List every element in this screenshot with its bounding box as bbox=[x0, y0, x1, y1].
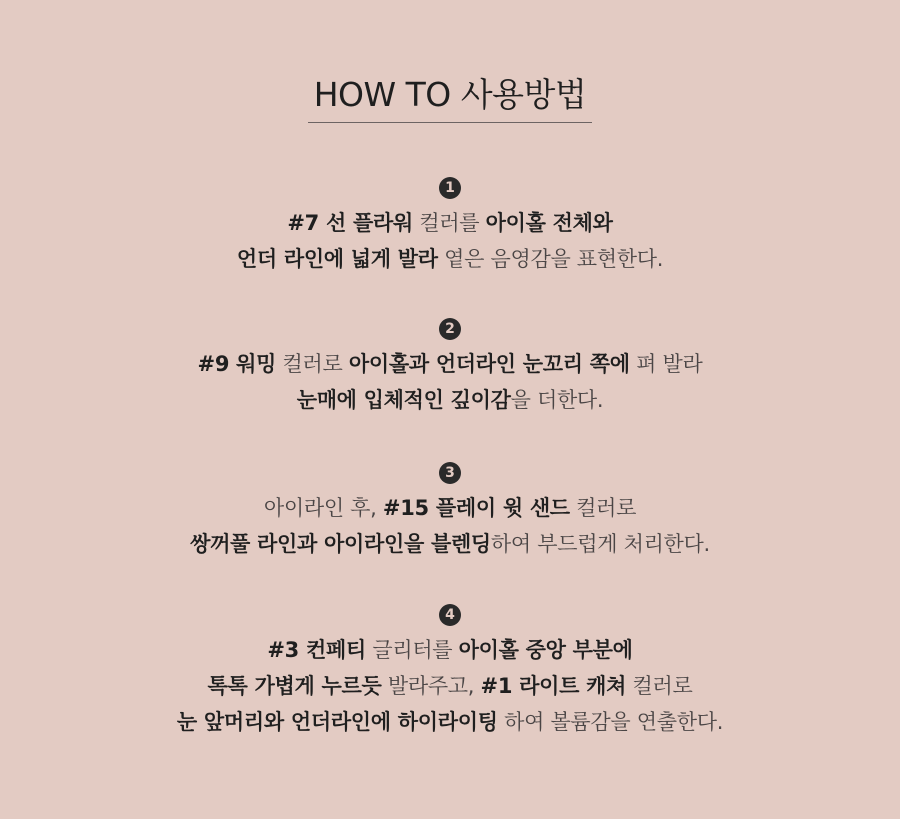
step-line bbox=[0, 704, 900, 740]
emphasis-text: 아이홀 전체와 bbox=[485, 211, 613, 235]
step-line bbox=[0, 490, 900, 526]
emphasis-text: #15 플레이 윗 샌드 bbox=[382, 496, 570, 520]
step-3 bbox=[0, 462, 900, 562]
body-text: 글리터를 bbox=[365, 638, 459, 662]
body-text: 컬러로 bbox=[569, 496, 637, 520]
emphasis-text: 아이홀과 언더라인 눈꼬리 쪽에 bbox=[348, 352, 630, 376]
emphasis-text: #1 라이트 캐쳐 bbox=[480, 674, 627, 698]
body-text: 을 더한다. bbox=[510, 388, 604, 412]
body-text: 컬러를 bbox=[412, 211, 486, 235]
step-number-badge: 3 bbox=[439, 462, 461, 484]
body-text: 컬러로 bbox=[626, 674, 693, 698]
emphasis-text: 눈매에 입체적인 깊이감 bbox=[296, 388, 511, 412]
step-line bbox=[0, 205, 900, 241]
emphasis-text: #9 워밍 bbox=[197, 352, 277, 376]
emphasis-text: #7 선 플라워 bbox=[287, 211, 413, 235]
body-text: 옅은 음영감을 표현한다. bbox=[437, 247, 664, 271]
emphasis-text: #3 컨페티 bbox=[267, 638, 366, 662]
step-number-badge: 2 bbox=[439, 318, 461, 340]
step-line bbox=[0, 241, 900, 277]
step-1 bbox=[0, 177, 900, 277]
step-line bbox=[0, 632, 900, 668]
emphasis-text: 언더 라인에 넓게 발라 bbox=[236, 247, 438, 271]
body-text: 아이라인 후, bbox=[263, 496, 383, 520]
body-text: 하여 부드럽게 처리한다. bbox=[490, 532, 710, 556]
emphasis-text: 아이홀 중앙 부분에 bbox=[458, 638, 633, 662]
step-number-badge: 4 bbox=[439, 604, 461, 626]
body-text: 발라주고, bbox=[381, 674, 481, 698]
step-line bbox=[0, 526, 900, 562]
emphasis-text: 쌍꺼풀 라인과 아이라인을 블렌딩 bbox=[190, 532, 491, 556]
step-number-badge: 1 bbox=[439, 177, 461, 199]
title-wrap bbox=[0, 75, 900, 123]
step-line bbox=[0, 346, 900, 382]
emphasis-text: 눈 앞머리와 언더라인에 하이라이팅 bbox=[176, 710, 498, 734]
step-line bbox=[0, 382, 900, 418]
page-title: HOW TO 사용방법 bbox=[308, 75, 593, 123]
step-4 bbox=[0, 604, 900, 740]
body-text: 펴 발라 bbox=[629, 352, 703, 376]
emphasis-text: 톡톡 가볍게 누르듯 bbox=[207, 674, 382, 698]
step-2 bbox=[0, 318, 900, 418]
step-line bbox=[0, 668, 900, 704]
body-text: 하여 볼륨감을 연출한다. bbox=[497, 710, 724, 734]
body-text: 컬러로 bbox=[276, 352, 349, 376]
